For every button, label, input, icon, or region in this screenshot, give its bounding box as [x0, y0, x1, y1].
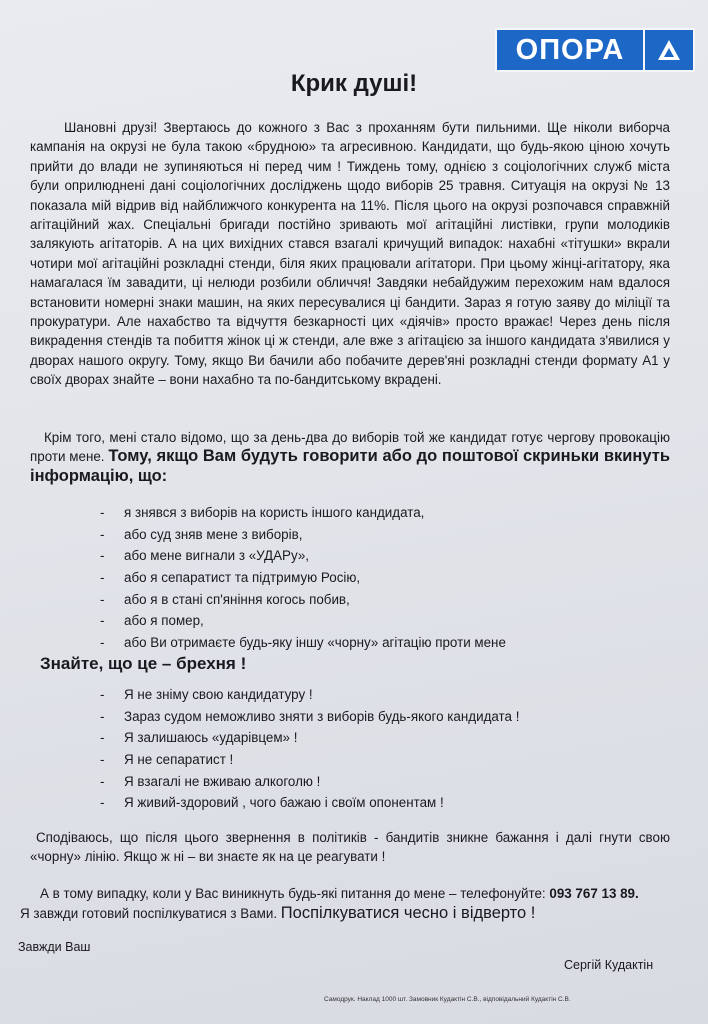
list-item: [100, 502, 506, 524]
list-item: [100, 749, 519, 771]
dash-bullet: -: [100, 795, 105, 811]
list-item: [100, 545, 506, 567]
list-item-text: Я не сепаратист !: [124, 752, 234, 768]
list-item-text: я знявся з виборів на користь іншого кандидата,: [124, 505, 425, 521]
dash-bullet: -: [100, 773, 105, 789]
truth-list: [100, 684, 519, 814]
dash-bullet: -: [100, 548, 105, 564]
list-item: [100, 684, 519, 706]
list-item: [100, 610, 506, 632]
closing-phrase: Завжди Ваш: [18, 940, 91, 954]
warning-text: Крім того, мені стало відомо, що за день-два до виборів той же кандидат готує чергову провокацію проти мене.: [30, 430, 670, 465]
dash-bullet: -: [100, 752, 105, 768]
list-item-text: або я в стані сп'яніння когось побив,: [124, 591, 350, 607]
list-item: [100, 792, 519, 814]
list-item: [100, 632, 506, 654]
list-item: [100, 727, 519, 749]
lie-heading: Знайте, що це – брехня !: [40, 654, 247, 673]
signature-name: Сергій Кудактін: [564, 958, 654, 972]
dash-bullet: -: [100, 591, 105, 607]
list-item-text: Я живий-здоровий , чого бажаю і своїм опонентам !: [124, 795, 444, 811]
print-info-footer: Самодрук. Наклад 1000 шт. Замовник Кудактін С.В., відповідальний Кудактін С.В.: [324, 996, 571, 1003]
dash-bullet: -: [100, 570, 105, 586]
list-item-text: Я залишаюсь «ударівцем» !: [124, 730, 298, 746]
dash-bullet: -: [100, 505, 105, 521]
list-item: [100, 770, 519, 792]
list-item: [100, 567, 506, 589]
list-item: [100, 588, 506, 610]
dash-bullet: -: [100, 708, 105, 724]
dash-bullet: -: [100, 730, 105, 746]
list-item-text: Зараз судом неможливо зняти з виборів будь-якого кандидата !: [124, 708, 520, 724]
dash-bullet: -: [100, 526, 105, 542]
triangle-icon: [645, 38, 693, 62]
talk-big-text: Поспілкуватися чесно і відверто !: [280, 904, 536, 922]
talk-line: [20, 904, 535, 923]
talk-small-text: Я завжди готовий поспілкуватися з Вами.: [20, 906, 278, 921]
dash-bullet: -: [100, 613, 105, 629]
dash-bullet: -: [100, 634, 105, 650]
logo-text: ОПОРА: [515, 33, 625, 66]
hope-paragraph: Сподіваюсь, що після цього звернення в політиків - бандитів зникне бажання і далі гнути свою «чорну» лінію. Якщо ж ні – ви знаєте як на це реагувати !: [30, 830, 670, 865]
page-title: Крик душі!: [290, 70, 418, 97]
list-item: [100, 524, 506, 546]
warning-bold-text: Тому, якщо Вам будуть говорити або до поштової скриньки вкинуть інформацію, що:: [30, 447, 670, 485]
dash-bullet: -: [100, 687, 105, 703]
opora-logo: [495, 28, 695, 72]
list-item: [100, 706, 519, 728]
list-item-text: або суд зняв мене з виборів,: [124, 526, 303, 542]
list-item-text: або мене вигнали з «УДАРу»,: [124, 548, 309, 564]
list-item-text: або Ви отримаєте будь-яку іншу «чорну» агітацію проти мене: [124, 634, 506, 650]
rumor-list: [100, 502, 506, 653]
warning-paragraph: [30, 428, 670, 486]
intro-paragraph: Шановні друзі! Звертаюсь до кожного з Вас з проханням бути пильними. Ще ніколи виборча кампанія на окрузі не була такою «брудною» та агресивною. Кандидати, що будь-якою ціною хочуть прийти до влади не зупиняються ні перед чим ! Тиждень тому, однією з соціологічних служб міста були оприлюднені дані соціологічних досліджень щодо виборів 25 травня. Ситуація на окрузі № 13 показала мій відрив від найближчого конкурента на 11%. Після цього на окрузі розпочався справжній агітаційний жах. Спеціальні бригади постійно зривають мої агітаційні листівки, групи молодиків залякують агітаторів. А на цих вихідних стався взагалі кричущий випадок: нахабні «тітушки» вкрали чотири мої агітаційні розкладні стенди, біля яких працювали агітатори. При цьому жінці-агітатору, яка намагалася їм завадити, ці нелюди розбили обличчя! Завдяки небайдужим перехожим нам вдалося встановити номерні знаки машин, на яких пересувалися ці бандити. Зараз я готую заяву до міліції та прокуратури. Але нахабство та відчуття безкарності цих «діячів» просто вражає! Через день після викрадення стендів та побиття жінок ці ж стенди, але вже з агітацією за іншого кандидата з'явилися у дворах нашого округу. Тому, якщо Ви бачили або побачите дерев'яні розкладні стенди формату А1 у своїх дворах знайте – вони нахабно та по-бандитському вкрадені.: [30, 120, 670, 388]
list-item-text: Я взагалі не вживаю алкоголю !: [124, 773, 321, 789]
list-item-text: Я не зніму свою кандидатуру !: [124, 687, 313, 703]
list-item-text: або я помер,: [124, 613, 204, 629]
list-item-text: або я сепаратист та підтримую Росію,: [124, 570, 361, 586]
phone-number: 093 767 13 89.: [549, 886, 639, 901]
contact-text: А в тому випадку, коли у Вас виникнуть будь-які питання до мене – телефонуйте:: [40, 886, 546, 901]
contact-paragraph: [30, 884, 670, 903]
